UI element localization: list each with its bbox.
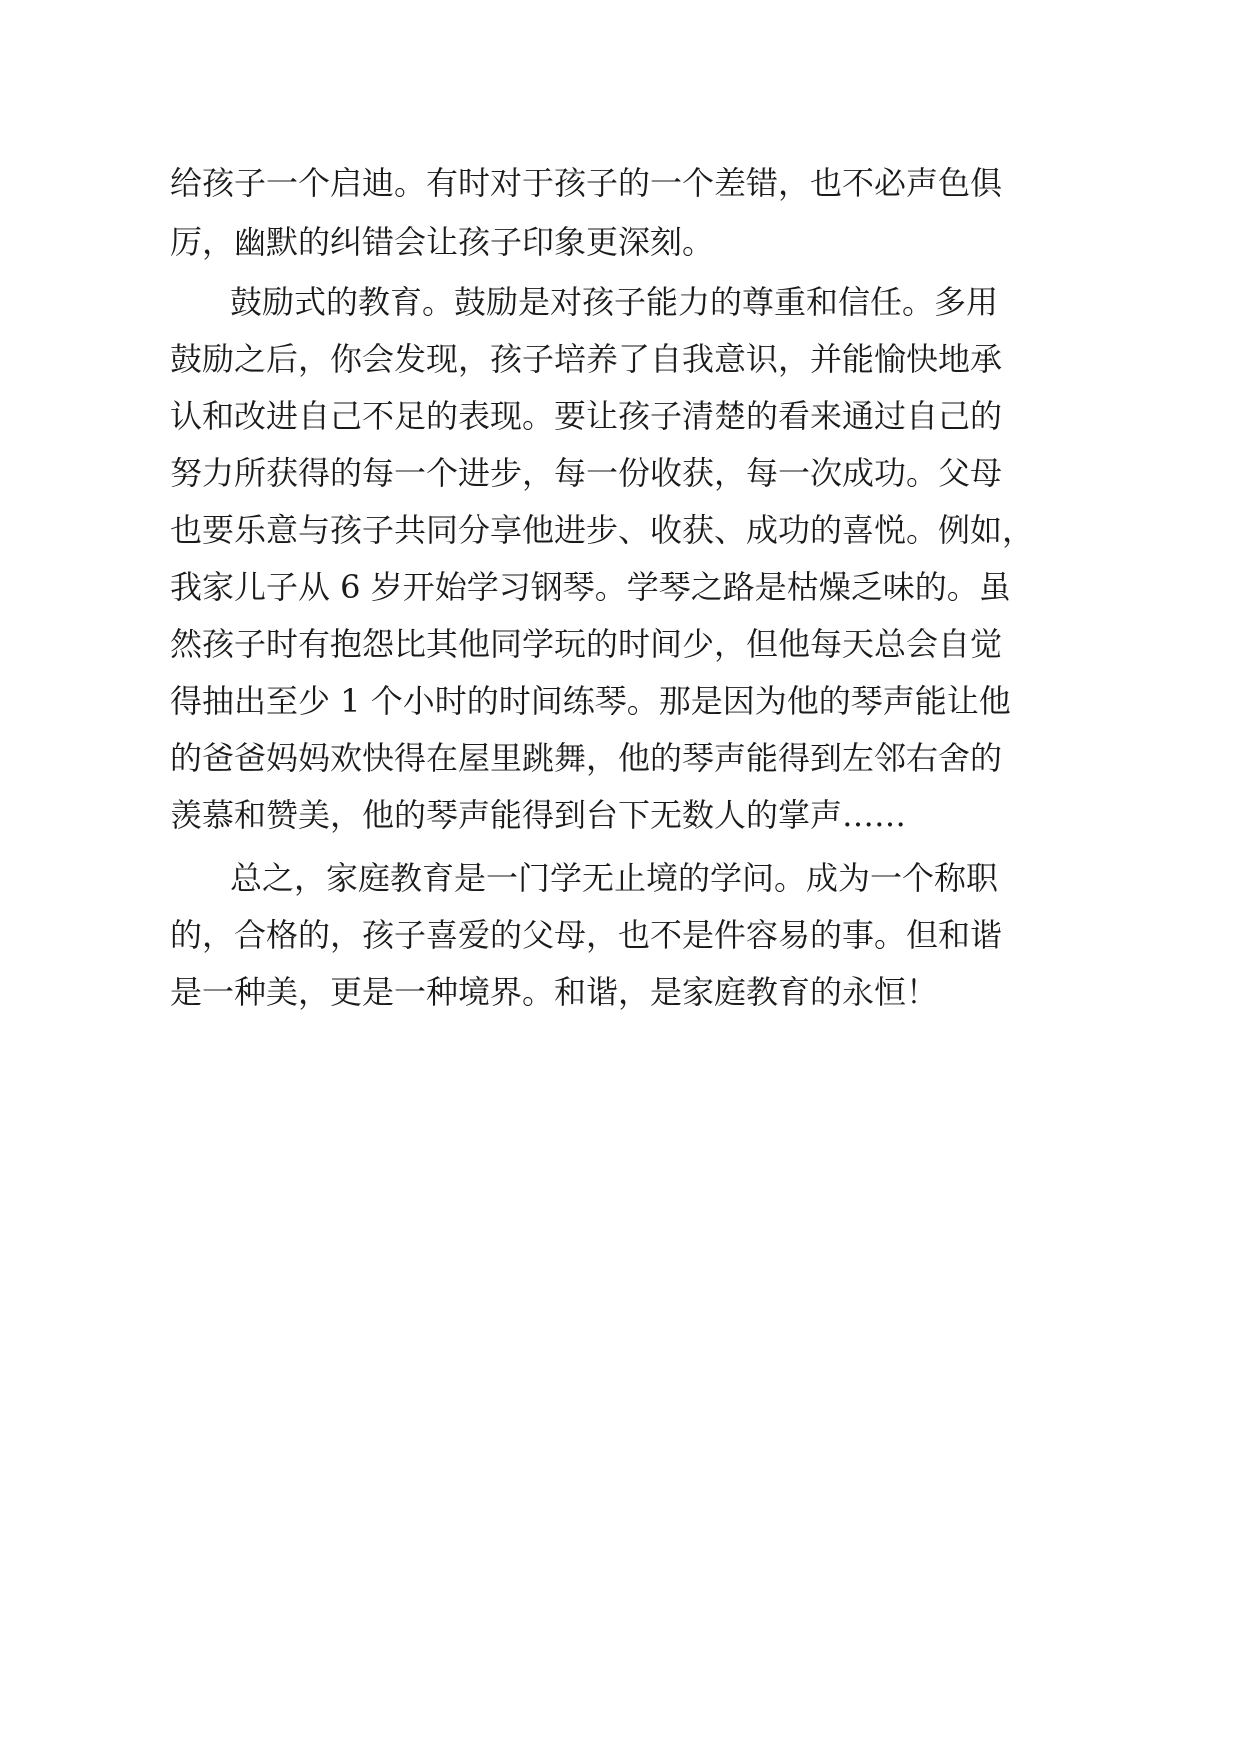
text-line: 给孩子一个启迪。有时对于孩子的一个差错，也不必声色俱 bbox=[170, 164, 1003, 202]
text-line: 然孩子时有抱怨比其他同学玩的时间少，但他每天总会自觉 bbox=[170, 625, 1003, 663]
text-line: 厉，幽默的纠错会让孩子印象更深刻。 bbox=[170, 223, 715, 261]
text-line: 也要乐意与孩子共同分享他进步、收获、成功的喜悦。例如， bbox=[170, 511, 1035, 549]
text-line: 鼓励式的教育。鼓励是对孩子能力的尊重和信任。多用 bbox=[230, 283, 999, 321]
text-line: 努力所获得的每一个进步，每一份收获，每一次成功。父母 bbox=[170, 454, 1003, 492]
text-line: 鼓励之后，你会发现，孩子培养了自我意识，并能愉快地承 bbox=[170, 340, 1003, 378]
text-line: 的爸爸妈妈欢快得在屋里跳舞，他的琴声能得到左邻右舍的 bbox=[170, 739, 1003, 777]
text-line: 得抽出至少 1 个小时的时间练琴。那是因为他的琴声能让他 bbox=[170, 682, 1011, 720]
text-line: 我家儿子从 6 岁开始学习钢琴。学琴之路是枯燥乏味的。虽 bbox=[170, 568, 1011, 606]
text-line: 的，合格的，孩子喜爱的父母，也不是件容易的事。但和谐 bbox=[170, 916, 1003, 954]
text-line: 认和改进自己不足的表现。要让孩子清楚的看来通过自己的 bbox=[170, 397, 1003, 435]
text-line: 总之，家庭教育是一门学无止境的学问。成为一个称职 bbox=[230, 859, 999, 897]
text-line: 羡慕和赞美，他的琴声能得到台下无数人的掌声…… bbox=[170, 796, 907, 834]
text-line: 是一种美，更是一种境界。和谐，是家庭教育的永恒！ bbox=[170, 973, 939, 1011]
